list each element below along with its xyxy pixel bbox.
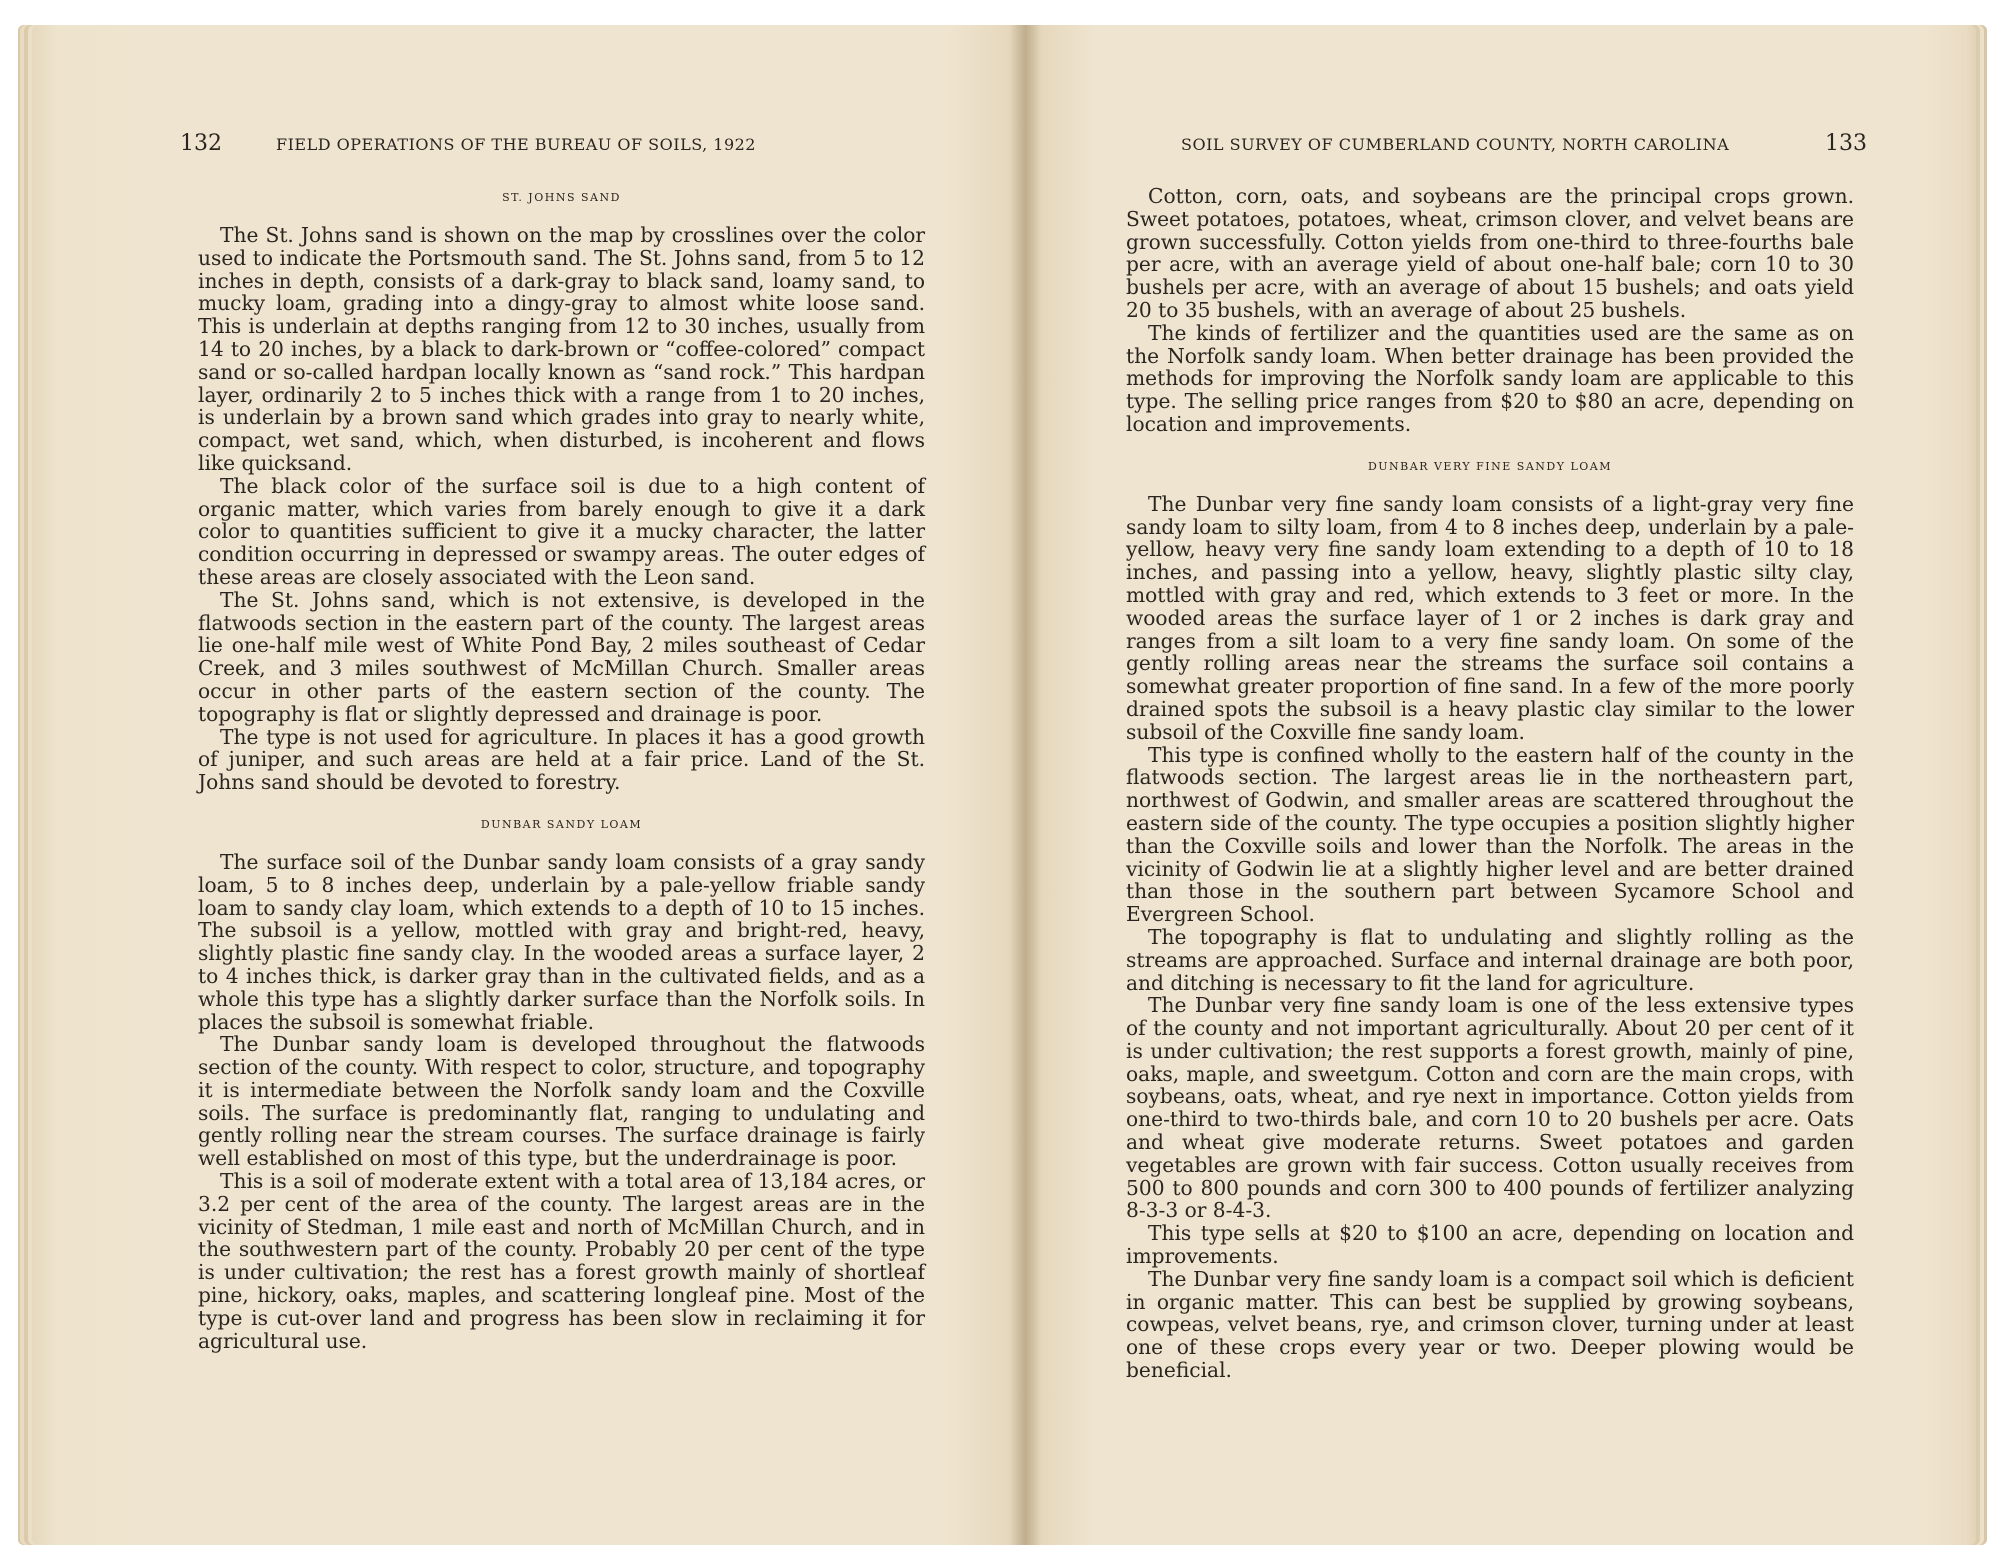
paragraph: The type is not used for agriculture. In places it has a good growth of juniper, and such areas are held at a fair price. Land of the St. Johns sand should be devoted to forestry. (198, 724, 925, 795)
paragraph: The Dunbar very fine sandy loam is a compact soil which is deficient in organic matter. This can best be supplied by growing soybeans, cowpeas, velvet beans, rye, and crimson clover, turning under at least one of these crops every year or two. Deeper plowing would be beneficial. (1126, 1266, 1854, 1383)
paragraph: This type sells at $20 to $100 an acre, depending on location and improvements. (1126, 1221, 1854, 1269)
paragraph: The St. Johns sand is shown on the map by crosslines over the color used to indicate the Portsmouth sand. The St. Johns sand, from 5 to 12 inches in depth, consists of a dark-gray to black sand, loamy sand, to mucky loam, grading into a dingy-gray to almost white loose sand. This is underlain at depths ranging from 12 to 30 inches, usually from 14 to 20 inches, by a black to dark-brown or “coffee-colored” compact sand or so-called hardpan locally known as “sand rock.” This hardpan layer, ordinarily 2 to 5 inches thick with a range from 1 to 20 inches, is underlain by a brown sand which grades into gray to nearly white, compact, wet sand, which, when disturbed, is incoherent and flows like quicksand. (198, 223, 925, 475)
paragraph: The topography is flat to undulating and slightly rolling as the streams are approached. Surface and internal drainage are both poor, and ditching is necessary to fit the land for agriculture. (1126, 924, 1854, 995)
right-text-column (1126, 185, 1854, 1382)
left-text-column (198, 187, 925, 1352)
paragraph: The Dunbar very fine sandy loam consists of a light-gray very fine sandy loam to silty loam, from 4 to 8 inches deep, underlain by a pale-yellow, heavy very fine sandy loam extending to a depth of 10 to 18 inches, and passing into a yellow, heavy, slightly plastic silty clay, mottled with gray and red, which extends to 3 feet or more. In the wooded areas the surface layer of 1 or 2 inches is dark gray and ranges from a silt loam to a very fine sandy loam. On some of the gently rolling areas near the streams the surface soil contains a somewhat greater proportion of fine sand. In a few of the more poorly drained spots the subsoil is a heavy plastic clay similar to the lower subsoil of the Coxville fine sandy loam. (1126, 491, 1854, 744)
paragraph: The kinds of fertilizer and the quantities used are the same as on the Norfolk sandy loam. When better drainage has been provided the methods for improving the Norfolk sandy loam are applicable to this type. The selling price ranges from $20 to $80 an acre, depending on location and improvements. (1126, 320, 1854, 436)
section-heading-dunbar-sandy-loam: DUNBAR SANDY LOAM (480, 817, 643, 831)
paragraph: The surface soil of the Dunbar sandy loam consists of a gray sandy loam, 5 to 8 inches deep, underlain by a pale-yellow friable sandy loam to sandy clay loam, which extends to a depth of 10 to 15 inches. The subsoil is a yellow, mottled with gray and bright-red, heavy, slightly plastic fine sandy clay. In the wooded areas a surface layer, 2 to 4 inches thick, is darker gray than in the cultivated fields, and as a whole this type has a slightly darker surface than the Norfolk soils. In places the subsoil is somewhat friable. (198, 849, 925, 1034)
book-gutter (1010, 25, 1040, 1545)
page-number-left: 132 (180, 131, 222, 156)
running-head-right: SOIL SURVEY OF CUMBERLAND COUNTY, NORTH CAROLINA (1181, 135, 1730, 154)
paragraph: This type is confined wholly to the eastern half of the county in the flatwoods section. The largest areas lie in the northeastern part, northwest of Godwin, and smaller areas are scattered throughout the eastern side of the county. The type occupies a position slightly higher than the Coxville soils and lower than the Norfolk. The areas in the vicinity of Godwin lie at a slightly higher level and are better drained than those in the southern part between Sycamore School and Evergreen School. (1126, 742, 1854, 927)
paragraph: Cotton, corn, oats, and soybeans are the principal crops grown. Sweet potatoes, potatoes, wheat, crimson clover, and velvet beans are grown successfully. Cotton yields from one-third to three-fourths bale per acre, with an average yield of about one-half bale; corn 10 to 30 bushels per acre, with an average of about 15 bushels; and oats yield 20 to 35 bushels, with an average of about 25 bushels. (1126, 184, 1854, 322)
section-heading-st-johns-sand: ST. JOHNS SAND (502, 191, 621, 204)
paragraph: The Dunbar very fine sandy loam is one of the less extensive types of the county and not important agriculturally. About 20 per cent of it is under cultivation; the rest supports a forest growth, mainly of pine, oaks, maple, and sweetgum. Cotton and corn are the main crops, with soybeans, oats, wheat, and rye next in importance. Cotton yields from one-third to two-thirds bale, and corn 10 to 20 bushels per acre. Oats and wheat give moderate returns. Sweet potatoes and garden vegetables are grown with fair success. Cotton usually receives from 500 to 800 pounds and corn 300 to 400 pounds of fertilizer analyzing 8-3-3 or 8-4-3. (1126, 993, 1854, 1223)
page-number-right: 133 (1825, 131, 1867, 156)
paragraph: The St. Johns sand, which is not extensive, is developed in the flatwoods section in the eastern part of the county. The largest areas lie one-half mile west of White Pond Bay, 2 miles southeast of Cedar Creek, and 3 miles southwest of McMillan Church. Smaller areas occur in other parts of the eastern section of the county. The topography is flat or slightly depressed and drainage is poor. (198, 587, 925, 726)
right-page (1025, 25, 1987, 1545)
paragraph: This is a soil of moderate extent with a total area of 13,184 acres, or 3.2 per cent of the area of the county. The largest areas are in the vicinity of Stedman, 1 mile east and north of McMillan Church, and in the southwestern part of the county. Probably 20 per cent of the type is under cultivation; the rest has a forest growth mainly of shortleaf pine, hickory, oaks, maples, and scattering longleaf pine. Most of the type is cut-over land and progress has been slow in reclaiming it for agricultural use. (198, 1169, 925, 1353)
running-head-left: FIELD OPERATIONS OF THE BUREAU OF SOILS, 1922 (276, 135, 756, 154)
section-heading-dunbar-very-fine-sandy-loam: DUNBAR VERY FINE SANDY LOAM (1367, 459, 1613, 473)
paragraph: The black color of the surface soil is due to a high content of organic matter, which varies from barely enough to give it a dark color to quantities sufficient to give it a mucky character, the latter condition occurring in depressed or swampy areas. The outer edges of these areas are closely associated with the Leon sand. (198, 473, 925, 589)
left-page (18, 25, 1025, 1545)
paragraph: The Dunbar sandy loam is developed throughout the flatwoods section of the county. With respect to color, structure, and topography it is intermediate between the Norfolk sandy loam and the Coxville soils. The surface is predominantly flat, ranging to undulating and gently rolling near the stream courses. The surface drainage is fairly well established on most of this type, but the underdrainage is poor. (198, 1032, 925, 1171)
